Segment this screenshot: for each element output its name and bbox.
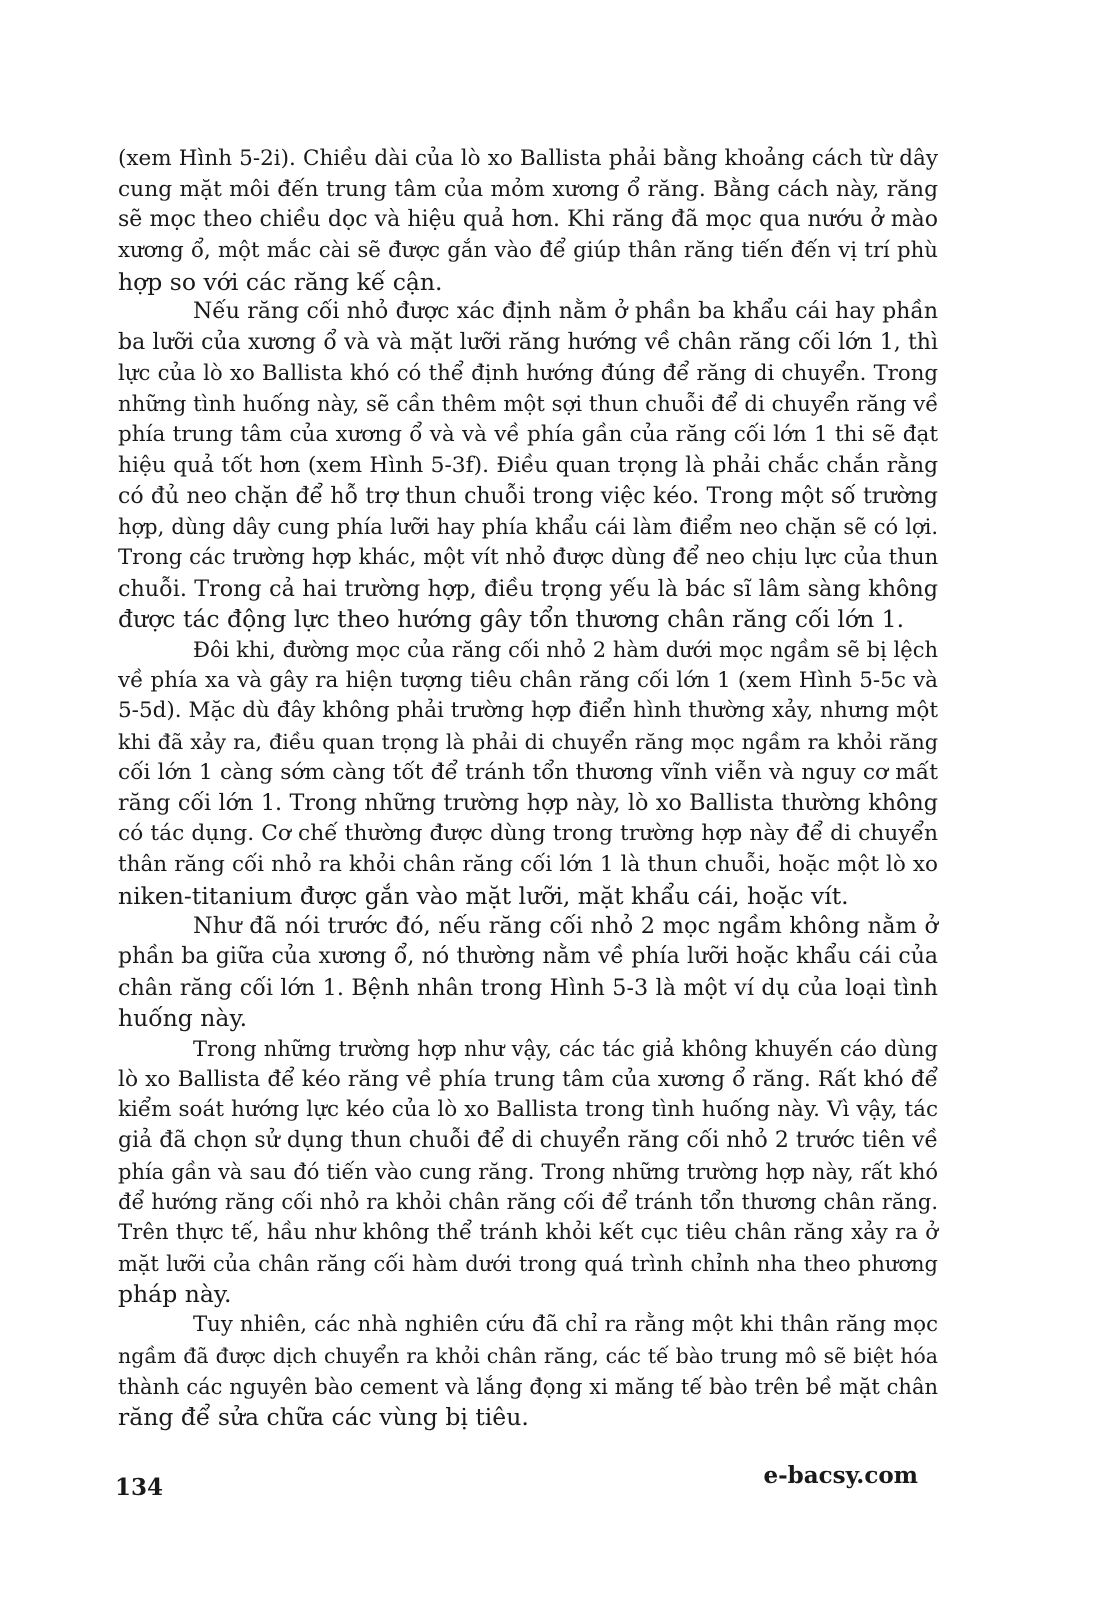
paragraph-line: Trên thực tế, hầu như không thể tránh khỏi kết cục tiêu chân răng xảy ra ở <box>118 1220 938 1246</box>
paragraph-line: chuỗi. Trong cả hai trường hợp, điều trọng yếu là bác sĩ lâm sàng không <box>118 575 938 602</box>
paragraph-line: có tác dụng. Cơ chế thường được dùng trong trường hợp này để di chuyển <box>118 821 938 847</box>
paragraph-line: xương ổ, một mắc cài sẽ được gắn vào để giúp thân răng tiến đến vị trí phù <box>118 238 938 264</box>
paragraph <box>118 144 938 297</box>
paragraph-line: có đủ neo chặn để hỗ trợ thun chuỗi trong việc kéo. Trong một số trường <box>118 483 938 509</box>
paragraph-line: niken-titanium được gắn vào mặt lưỡi, mặt khẩu cái, hoặc vít. <box>118 881 849 910</box>
paragraph-line: 5-5d). Mặc dù đây không phải trường hợp điển hình thường xảy, nhưng một <box>118 698 938 724</box>
paragraph-line: pháp này. <box>118 1280 232 1309</box>
paragraph-line: để hướng răng cối nhỏ ra khỏi chân răng cối để tránh tổn thương chân răng. <box>118 1190 938 1215</box>
paragraph-line: răng để sửa chữa các vùng bị tiêu. <box>118 1403 529 1432</box>
paragraph-line: răng cối lớn 1. Trong những trường hợp này, lò xo Ballista thường không <box>118 790 938 817</box>
paragraph-line: Đôi khi, đường mọc của răng cối nhỏ 2 hàm dưới mọc ngầm sẽ bị lệch <box>193 638 938 662</box>
paragraph-line: sẽ mọc theo chiều dọc và hiệu quả hơn. Khi răng đã mọc qua nướu ở mào <box>118 207 938 233</box>
paragraph <box>118 1310 938 1433</box>
page-number: 134 <box>115 1474 164 1501</box>
paragraph-line: ngầm đã được dịch chuyển ra khỏi chân răng, các tế bào trung mô sẽ biệt hóa <box>118 1343 938 1368</box>
paragraph-line: phần ba giữa của xương ổ, nó thường nằm về phía lưỡi hoặc khẩu cái của <box>118 943 938 969</box>
paragraph-line: Tuy nhiên, các nhà nghiên cứu đã chỉ ra rằng một khi thân răng mọc <box>193 1312 938 1338</box>
paragraph-line: ba lưỡi của xương ổ và và mặt lưỡi răng hướng về chân răng cối lớn 1, thì <box>118 330 938 356</box>
paragraph-line: khi đã xảy ra, điều quan trọng là phải di chuyển răng mọc ngầm ra khỏi răng <box>118 730 938 755</box>
paragraph-line: chân răng cối lớn 1. Bệnh nhân trong Hình 5-3 là một ví dụ của loại tình <box>118 974 938 1001</box>
paragraph-line: hợp so với các răng kế cận. <box>118 267 443 296</box>
paragraph-line: những tình huống này, sẽ cần thêm một sợi thun chuỗi để di chuyển răng về <box>118 391 939 417</box>
paragraph-line: cung mặt môi đến trung tâm của mỏm xương ổ răng. Bằng cách này, răng <box>118 176 938 202</box>
paragraph-line: Như đã nói trước đó, nếu răng cối nhỏ 2 mọc ngầm không nằm ở <box>193 913 938 940</box>
paragraph-line: thân răng cối nhỏ ra khỏi chân răng cối lớn 1 là thun chuỗi, hoặc một lò xo <box>118 851 938 877</box>
paragraph-line: (xem Hình 5-2i). Chiều dài của lò xo Ballista phải bằng khoảng cách từ dây <box>118 146 938 171</box>
paragraph-line: Trong những trường hợp như vậy, các tác giả không khuyến cáo dùng <box>193 1036 938 1061</box>
paragraph <box>118 635 938 911</box>
paragraph-line: Trong các trường hợp khác, một vít nhỏ được dùng để neo chịu lực của thun <box>118 544 939 570</box>
paragraph-line: hợp, dùng dây cung phía lưỡi hay phía khẩu cái làm điểm neo chặn sẽ có lợi. <box>118 515 938 540</box>
paragraph-line: Nếu răng cối nhỏ được xác định nằm ở phần ba khẩu cái hay phần <box>193 299 938 325</box>
site-footer-text: e-bacsy.com <box>763 1462 918 1489</box>
paragraph-line: thành các nguyên bào cement và lắng đọng xi măng tế bào trên bề mặt chân <box>118 1374 938 1399</box>
paragraph-line: giả đã chọn sử dụng thun chuỗi để di chuyển răng cối nhỏ 2 trước tiên về <box>118 1128 938 1153</box>
paragraph-line: mặt lưỡi của chân răng cối hàm dưới trong quá trình chỉnh nha theo phương <box>118 1251 938 1276</box>
paragraph <box>118 1034 938 1310</box>
paragraph <box>118 911 938 1034</box>
paragraph-line: hiệu quả tốt hơn (xem Hình 5-3f). Điều quan trọng là phải chắc chắn rằng <box>118 452 938 478</box>
paragraph-line: huống này. <box>118 1004 248 1033</box>
paragraph <box>118 297 938 635</box>
paragraph-line: lực của lò xo Ballista khó có thể định hướng đúng để răng di chuyển. Trong <box>118 360 938 386</box>
paragraph-line: phía trung tâm của xương ổ và và về phía gần của răng cối lớn 1 thi sẽ đạt <box>118 422 938 448</box>
paragraph-line: kiểm soát hướng lực kéo của lò xo Ballista trong tình huống này. Vì vậy, tác <box>118 1097 938 1123</box>
paragraph-line: được tác động lực theo hướng gây tổn thương chân răng cối lớn 1. <box>118 605 905 634</box>
paragraph-line: lò xo Ballista để kéo răng về phía trung tâm của xương ổ răng. Rất khó để <box>118 1066 938 1092</box>
paragraph-line: phía gần và sau đó tiến vào cung răng. Trong những trường hợp này, rất khó <box>118 1159 938 1184</box>
paragraph-line: về phía xa và gây ra hiện tượng tiêu chân răng cối lớn 1 (xem Hình 5-5c và <box>118 667 938 693</box>
page-body <box>118 144 938 1433</box>
paragraph-line: cối lớn 1 càng sớm càng tốt để tránh tổn thương vĩnh viễn và nguy cơ mất <box>118 759 938 785</box>
